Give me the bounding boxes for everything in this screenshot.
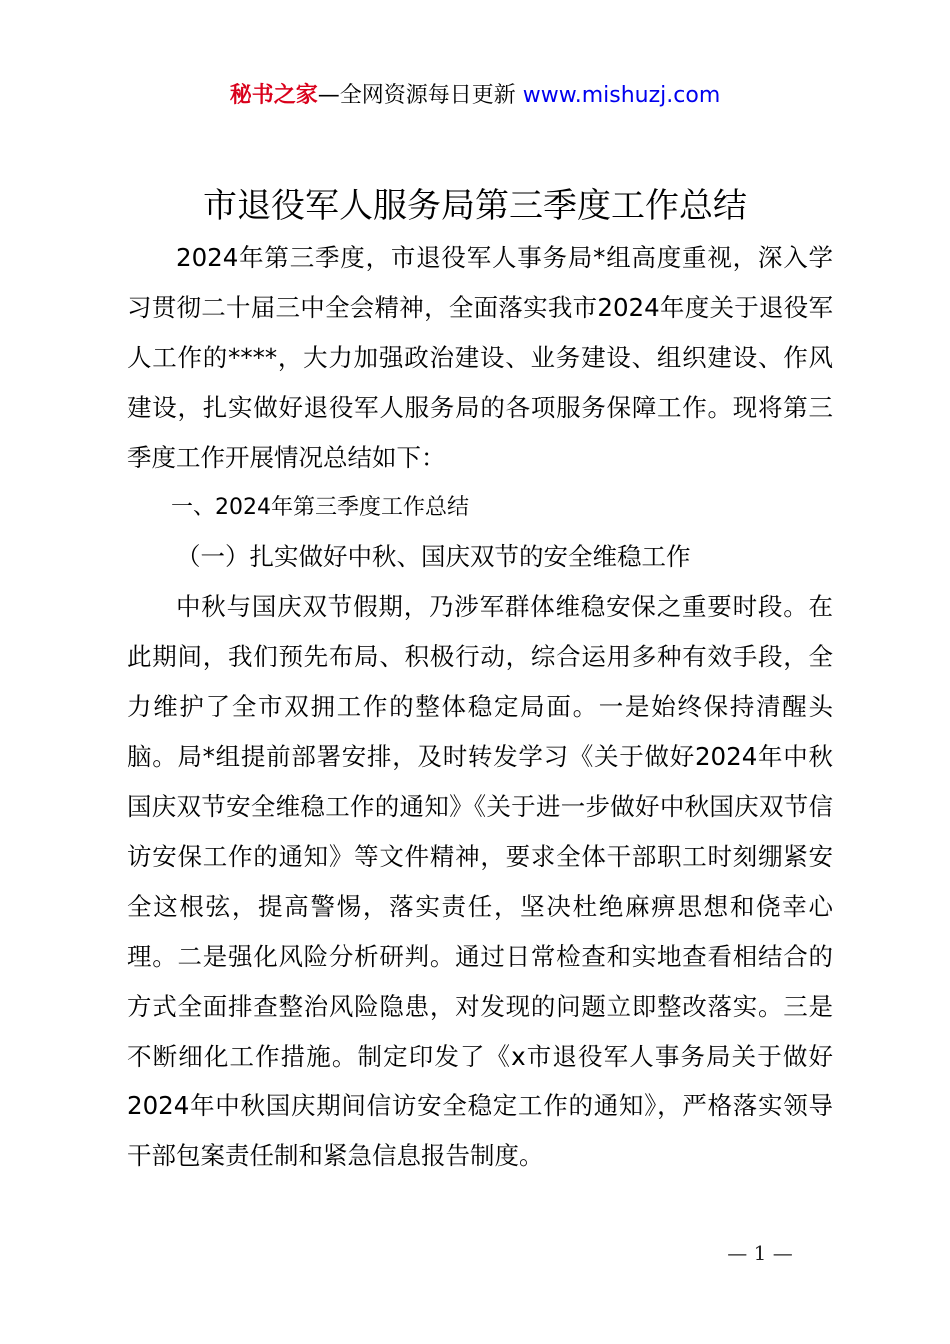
site-banner [0, 80, 950, 112]
site-brand: 秘书之家 [229, 83, 318, 108]
intro-paragraph: 2024年第三季度，市退役军人事务局*组高度重视，深入学习贯彻二十届三中全会精神，全面落实我市2024年度关于退役军人工作的****，大力加强政治建设、业务建设、组织建设、作风建设，扎实做好退役军人服务局的各项服务保障工作。现将第三季度工作开展情况总结如下： [127, 243, 833, 472]
section-heading: 一、2024年第三季度工作总结 [171, 494, 469, 520]
document-body [127, 233, 833, 1181]
subsection-heading: （一）扎实做好中秋、国庆双节的安全维稳工作 [176, 542, 691, 572]
subsection-paragraph: 中秋与国庆双节假期，乃涉军群体维稳安保之重要时段。在此期间，我们预先布局、积极行动，综合运用多种有效手段，全力维护了全市双拥工作的整体稳定局面。一是始终保持清醒头脑。局*组提前部署安排，及时转发学习《关于做好2024年中秋国庆双节安全维稳工作的通知》《关于进一步做好中秋国庆双节信访安保工作的通知》等文件精神，要求全体干部职工时刻绷紧安全这根弦，提高警惕，落实责任，坚决杜绝麻痹思想和侥幸心理。二是强化风险分析研判。通过日常检查和实地查看相结合的方式全面排查整治风险隐患，对发现的问题立即整改落实。三是不断细化工作措施。制定印发了《x市退役军人事务局关于做好2024年中秋国庆期间信访安全稳定工作的通知》，严格落实领导干部包案责任制和紧急信息报告制度。 [127, 592, 833, 1171]
page-number: — 1 — [727, 1241, 793, 1265]
site-tagline: —全网资源每日更新 [317, 83, 516, 108]
document-title: 市退役军人服务局第三季度工作总结 [203, 186, 747, 226]
site-url-link[interactable]: www.mishuzj.com [522, 83, 721, 108]
